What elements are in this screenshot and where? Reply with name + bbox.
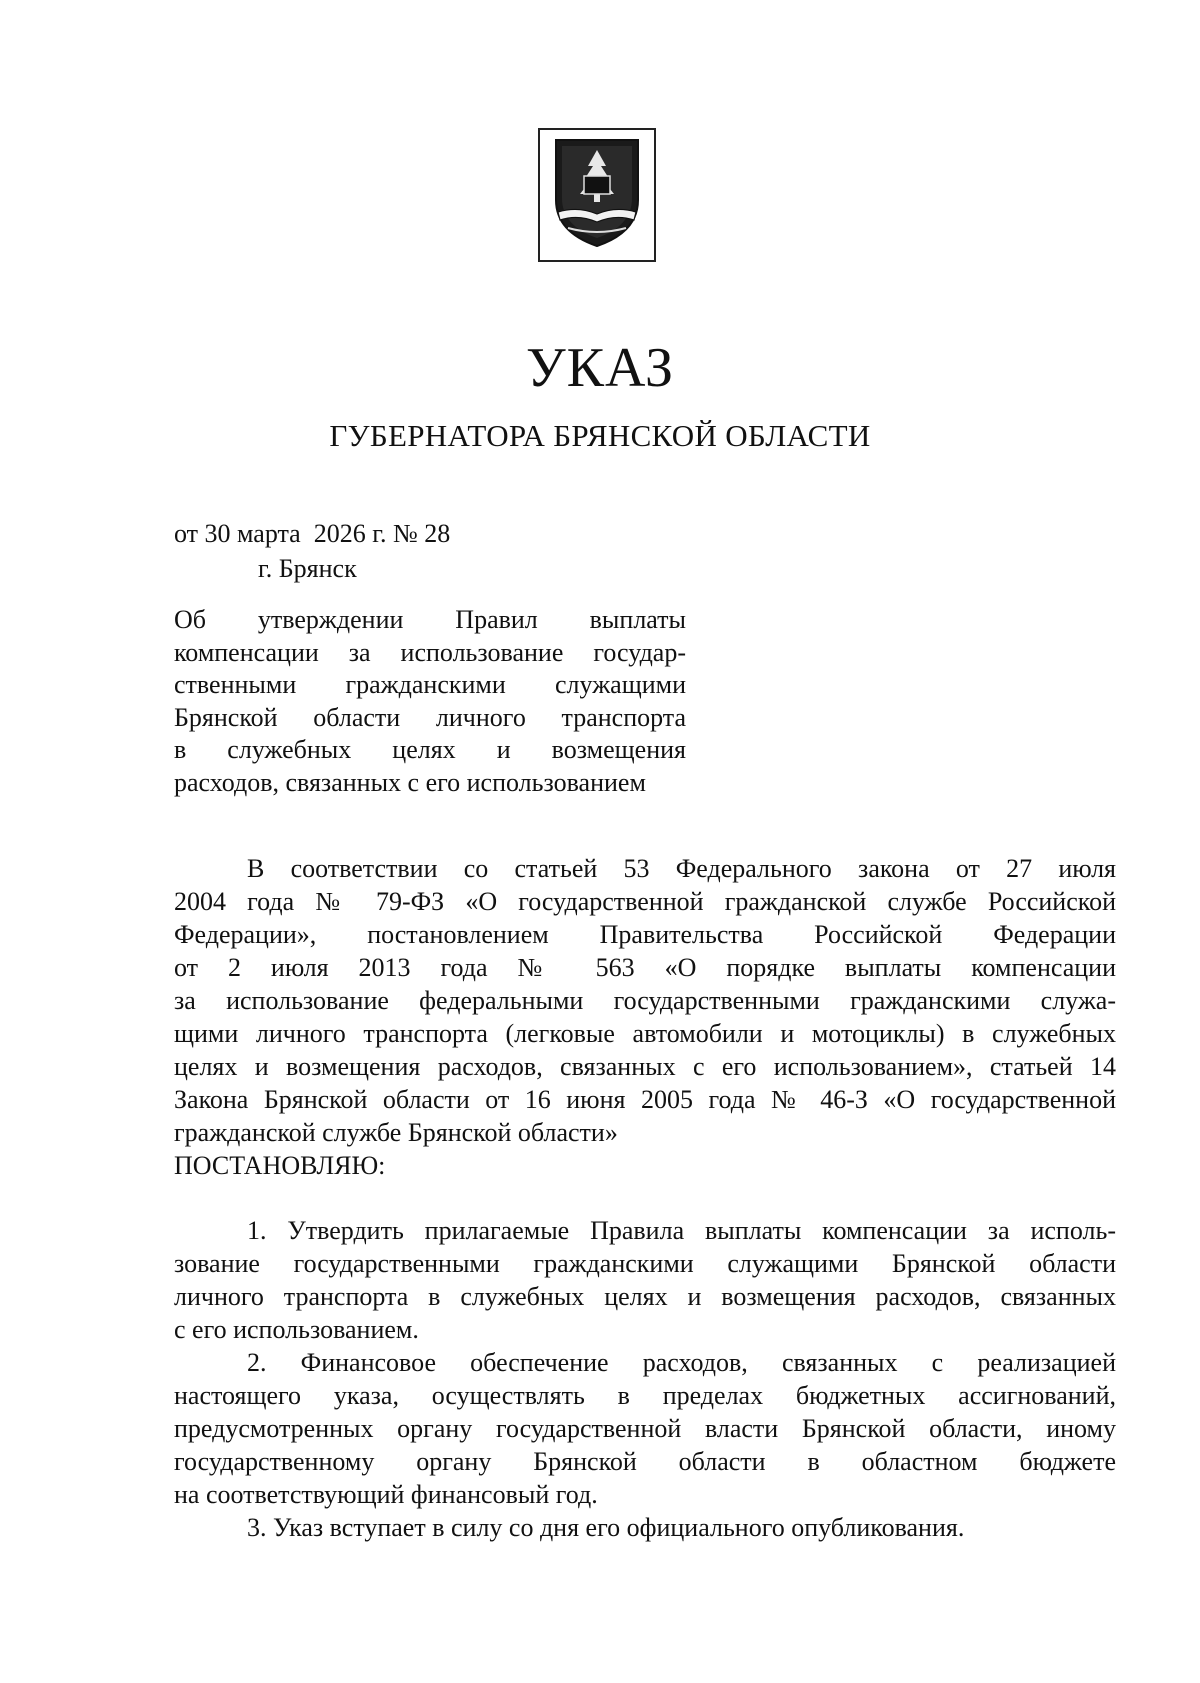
preamble-line: за использование федеральными государственными гражданскими служа- xyxy=(174,986,1116,1015)
city: г. Брянск xyxy=(258,554,357,583)
document-title: УКАЗ xyxy=(525,337,675,399)
item-line: личного транспорта в служебных целях и возмещения расходов, связанных xyxy=(174,1282,1116,1311)
preamble-line: гражданской службе Брянской области» xyxy=(174,1118,618,1147)
preamble-line: от 2 июля 2013 года № 563 «О порядке выплаты компенсации xyxy=(174,953,1116,982)
item-line: зование государственными гражданскими служащими Брянской области xyxy=(174,1249,1116,1278)
heading-line: расходов, связанных с его использованием xyxy=(174,767,646,797)
heading-line: компенсации за использование государ- xyxy=(174,637,686,667)
resolution-word: ПОСТАНОВЛЯЮ: xyxy=(174,1151,386,1180)
document-subtitle: ГУБЕРНАТОРА БРЯНСКОЙ ОБЛАСТИ xyxy=(329,418,871,453)
coat-of-arms-icon xyxy=(548,136,646,254)
decree-heading xyxy=(174,604,686,799)
preamble-line: 2004 года № 79-ФЗ «О государственной гражданской службе Российской xyxy=(174,887,1116,916)
preamble-paragraph xyxy=(174,852,1116,1182)
preamble-line: Закона Брянской области от 16 июня 2005 года № 46-З «О государственной xyxy=(174,1085,1116,1114)
preamble-line: В соответствии со статьей 53 Федерального закона от 27 июля xyxy=(247,854,1116,883)
heading-line: Об утверждении Правил выплаты xyxy=(174,605,686,634)
item-line: предусмотренных органу государственной власти Брянской области, иному xyxy=(174,1414,1116,1443)
decree-items xyxy=(174,1214,1116,1544)
date-and-number: от 30 марта 2026 г. № 28 xyxy=(174,519,451,548)
item-line: на соответствующий финансовый год. xyxy=(174,1480,598,1509)
preamble-line: целях и возмещения расходов, связанных с его использованием», статьей 14 xyxy=(174,1052,1116,1081)
item-line: с его использованием. xyxy=(174,1315,419,1344)
preamble-line: Федерации», постановлением Правительства Российской Федерации xyxy=(174,920,1116,949)
item-line: 2. Финансовое обеспечение расходов, связанных с реализацией xyxy=(247,1348,1116,1377)
heading-line: ственными гражданскими служащими xyxy=(174,670,686,699)
item-line: 3. Указ вступает в силу со дня его официального опубликования. xyxy=(247,1513,965,1542)
item-line: настоящего указа, осуществлять в пределах бюджетных ассигнований, xyxy=(174,1381,1116,1410)
heading-line: в служебных целях и возмещения xyxy=(174,735,686,764)
heading-line: Брянской области личного транспорта xyxy=(174,702,686,732)
item-line: государственному органу Брянской области в областном бюджете xyxy=(174,1447,1116,1476)
preamble-line: щими личного транспорта (легковые автомобили и мотоциклы) в служебных xyxy=(174,1019,1116,1048)
coat-of-arms-emblem xyxy=(538,128,656,262)
item-line: 1. Утвердить прилагаемые Правила выплаты компенсации за исполь- xyxy=(247,1216,1116,1245)
